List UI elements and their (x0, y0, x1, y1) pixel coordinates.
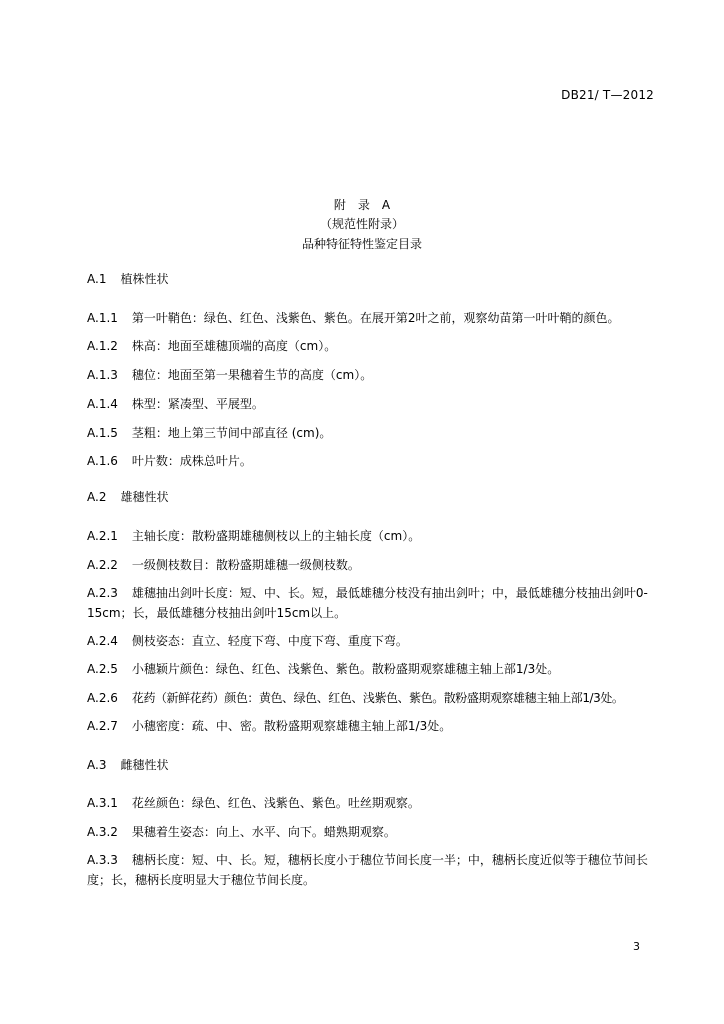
item-number: A.3.3 (87, 853, 118, 867)
item-text: 侧枝姿态：直立、轻度下弯、中度下弯、重度下弯。 (131, 634, 408, 648)
item-number: A.2.7 (87, 719, 118, 733)
section-text: 雌穗性状 (120, 758, 169, 772)
item-number: A.1.1 (87, 311, 118, 325)
list-item (87, 688, 657, 708)
item-text: 主轴长度：散粉盛期雄穗侧枝以上的主轴长度（cm）。 (131, 529, 421, 543)
list-item (87, 526, 657, 546)
item-text: 株高：地面至雄穗顶端的高度（cm）。 (131, 339, 337, 353)
section-number: A.2 (87, 490, 107, 504)
item-number: A.1.2 (87, 339, 118, 353)
item-text: 小穗颖片颜色：绿色、红色、浅紫色、紫色。散粉盛期观察雄穗主轴上部1/3处。 (131, 662, 560, 676)
section-heading (87, 487, 657, 507)
list-item (87, 631, 657, 651)
item-number: A.1.3 (87, 368, 118, 382)
item-number: A.2.1 (87, 529, 118, 543)
item-number: A.2.2 (87, 558, 118, 572)
item-number: A.1.5 (87, 426, 118, 440)
document-code: DB21/ T—2012 (561, 88, 654, 102)
list-item (87, 365, 657, 385)
item-text: 果穗着生姿态：向上、水平、向下。蜡熟期观察。 (131, 825, 396, 839)
list-item (87, 451, 657, 471)
list-item (87, 793, 657, 813)
section-text: 植株性状 (120, 272, 169, 286)
list-item (87, 423, 657, 443)
section-heading (87, 269, 657, 289)
page-number: 3 (633, 940, 640, 953)
appendix-subtitle: （规范性附录） (319, 217, 404, 231)
appendix-title: 附 录 A (333, 198, 391, 212)
item-text: 雄穗抽出剑叶长度：短、中、长。短，最低雄穗分枝没有抽出剑叶；中，最低雄穗分枝抽出剑叶0-15cm；长，最低雄穗分枝抽出剑叶15cm以上。 (87, 586, 648, 620)
section-number: A.3 (87, 758, 107, 772)
list-item (87, 336, 657, 356)
item-number: A.2.6 (87, 691, 118, 705)
appendix-name: 品种特征特性鉴定目录 (301, 237, 422, 251)
item-text: 株型：紧凑型、平展型。 (131, 397, 264, 411)
item-number: A.2.3 (87, 586, 118, 600)
item-text: 穗位：地面至第一果穗着生节的高度（cm）。 (131, 368, 373, 382)
list-item (87, 308, 657, 328)
item-text: 叶片数：成株总叶片。 (131, 454, 252, 468)
list-item (87, 583, 657, 623)
list-item (87, 716, 657, 736)
item-text: 花药（新鲜花药）颜色：黄色、绿色、红色、浅紫色、紫色。散粉盛期观察雄穗主轴上部1/3处。 (131, 691, 624, 705)
item-text: 小穗密度：疏、中、密。散粉盛期观察雄穗主轴上部1/3处。 (131, 719, 452, 733)
item-text: 一级侧枝数目：散粉盛期雄穗一级侧枝数。 (131, 558, 360, 572)
item-text: 穗柄长度：短、中、长。短，穗柄长度小于穗位节间长度一半；中，穗柄长度近似等于穗位节间长度；长，穗柄长度明显大于穗位节间长度。 (87, 853, 648, 887)
item-number: A.2.5 (87, 662, 118, 676)
item-number: A.2.4 (87, 634, 118, 648)
list-item (87, 659, 657, 679)
list-item (87, 394, 657, 414)
item-number: A.1.4 (87, 397, 118, 411)
item-text: 花丝颜色：绿色、红色、浅紫色、紫色。吐丝期观察。 (131, 796, 420, 810)
section-text: 雄穗性状 (120, 490, 169, 504)
list-item (87, 822, 657, 842)
item-number: A.3.1 (87, 796, 118, 810)
section-number: A.1 (87, 272, 107, 286)
item-number: A.3.2 (87, 825, 118, 839)
list-item (87, 850, 657, 890)
item-number: A.1.6 (87, 454, 118, 468)
item-text: 第一叶鞘色：绿色、红色、浅紫色、紫色。在展开第2叶之前，观察幼苗第一叶叶鞘的颜色。 (131, 311, 620, 325)
section-heading (87, 755, 657, 775)
list-item (87, 555, 657, 575)
item-text: 茎粗：地上第三节间中部直径 (cm)。 (131, 426, 332, 440)
